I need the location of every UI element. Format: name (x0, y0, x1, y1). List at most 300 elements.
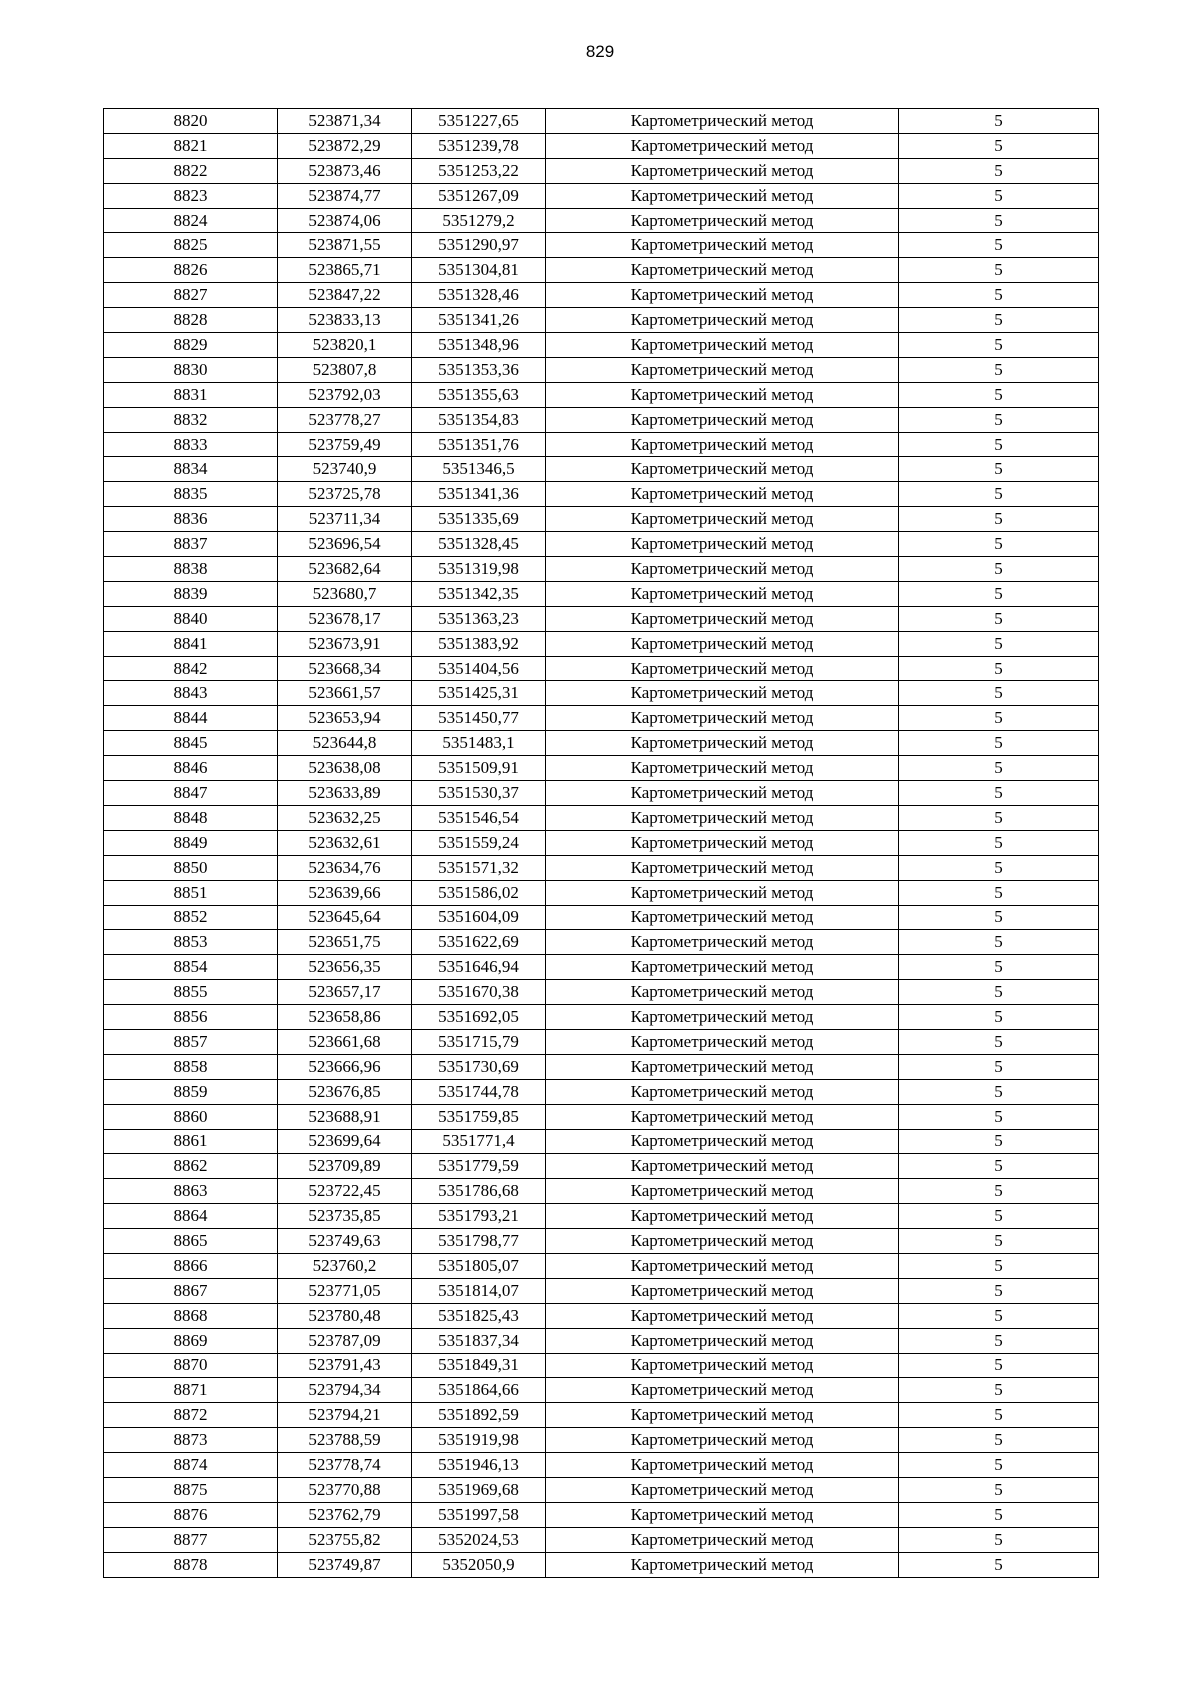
point-number-cell: 8824 (104, 208, 278, 233)
accuracy-cell: 5 (899, 1253, 1099, 1278)
table-row (104, 1005, 1099, 1030)
x-coordinate-cell: 523749,63 (278, 1229, 412, 1254)
y-coordinate-cell: 5351919,98 (412, 1428, 546, 1453)
table-row (104, 158, 1099, 183)
table-row (104, 980, 1099, 1005)
point-number-cell: 8852 (104, 905, 278, 930)
y-coordinate-cell: 5351969,68 (412, 1477, 546, 1502)
x-coordinate-cell: 523778,74 (278, 1453, 412, 1478)
y-coordinate-cell: 5351692,05 (412, 1005, 546, 1030)
accuracy-cell: 5 (899, 731, 1099, 756)
table-row (104, 855, 1099, 880)
accuracy-cell: 5 (899, 183, 1099, 208)
table-row (104, 308, 1099, 333)
table-row (104, 407, 1099, 432)
accuracy-cell: 5 (899, 1477, 1099, 1502)
table-row (104, 781, 1099, 806)
y-coordinate-cell: 5351604,09 (412, 905, 546, 930)
accuracy-cell: 5 (899, 1527, 1099, 1552)
y-coordinate-cell: 5351586,02 (412, 880, 546, 905)
x-coordinate-cell: 523871,34 (278, 109, 412, 134)
accuracy-cell: 5 (899, 905, 1099, 930)
x-coordinate-cell: 523658,86 (278, 1005, 412, 1030)
y-coordinate-cell: 5351354,83 (412, 407, 546, 432)
method-cell: Картометрический метод (546, 283, 899, 308)
x-coordinate-cell: 523680,7 (278, 581, 412, 606)
x-coordinate-cell: 523778,27 (278, 407, 412, 432)
point-number-cell: 8857 (104, 1029, 278, 1054)
table-row (104, 731, 1099, 756)
x-coordinate-cell: 523638,08 (278, 756, 412, 781)
point-number-cell: 8875 (104, 1477, 278, 1502)
method-cell: Картометрический метод (546, 258, 899, 283)
x-coordinate-cell: 523792,03 (278, 382, 412, 407)
method-cell: Картометрический метод (546, 183, 899, 208)
accuracy-cell: 5 (899, 432, 1099, 457)
method-cell: Картометрический метод (546, 631, 899, 656)
accuracy-cell: 5 (899, 457, 1099, 482)
method-cell: Картометрический метод (546, 1477, 899, 1502)
x-coordinate-cell: 523709,89 (278, 1154, 412, 1179)
coordinates-table-body (104, 109, 1099, 1578)
y-coordinate-cell: 5351670,38 (412, 980, 546, 1005)
y-coordinate-cell: 5351793,21 (412, 1204, 546, 1229)
accuracy-cell: 5 (899, 1303, 1099, 1328)
method-cell: Картометрический метод (546, 955, 899, 980)
y-coordinate-cell: 5351341,36 (412, 482, 546, 507)
accuracy-cell: 5 (899, 1278, 1099, 1303)
y-coordinate-cell: 5351798,77 (412, 1229, 546, 1254)
point-number-cell: 8853 (104, 930, 278, 955)
point-number-cell: 8854 (104, 955, 278, 980)
x-coordinate-cell: 523661,57 (278, 681, 412, 706)
method-cell: Картометрический метод (546, 407, 899, 432)
x-coordinate-cell: 523644,8 (278, 731, 412, 756)
y-coordinate-cell: 5351646,94 (412, 955, 546, 980)
y-coordinate-cell: 5351715,79 (412, 1029, 546, 1054)
y-coordinate-cell: 5351425,31 (412, 681, 546, 706)
accuracy-cell: 5 (899, 1453, 1099, 1478)
point-number-cell: 8878 (104, 1552, 278, 1577)
accuracy-cell: 5 (899, 756, 1099, 781)
accuracy-cell: 5 (899, 1378, 1099, 1403)
y-coordinate-cell: 5351346,5 (412, 457, 546, 482)
accuracy-cell: 5 (899, 208, 1099, 233)
method-cell: Картометрический метод (546, 731, 899, 756)
method-cell: Картометрический метод (546, 1129, 899, 1154)
x-coordinate-cell: 523725,78 (278, 482, 412, 507)
method-cell: Картометрический метод (546, 1453, 899, 1478)
y-coordinate-cell: 5351341,26 (412, 308, 546, 333)
method-cell: Картометрический метод (546, 1253, 899, 1278)
accuracy-cell: 5 (899, 482, 1099, 507)
y-coordinate-cell: 5351825,43 (412, 1303, 546, 1328)
table-row (104, 233, 1099, 258)
point-number-cell: 8828 (104, 308, 278, 333)
point-number-cell: 8839 (104, 581, 278, 606)
point-number-cell: 8823 (104, 183, 278, 208)
x-coordinate-cell: 523634,76 (278, 855, 412, 880)
point-number-cell: 8833 (104, 432, 278, 457)
method-cell: Картометрический метод (546, 581, 899, 606)
method-cell: Картометрический метод (546, 781, 899, 806)
y-coordinate-cell: 5351319,98 (412, 557, 546, 582)
method-cell: Картометрический метод (546, 1029, 899, 1054)
table-row (104, 1378, 1099, 1403)
method-cell: Картометрический метод (546, 1054, 899, 1079)
accuracy-cell: 5 (899, 1204, 1099, 1229)
y-coordinate-cell: 5351946,13 (412, 1453, 546, 1478)
table-row (104, 507, 1099, 532)
table-row (104, 1179, 1099, 1204)
x-coordinate-cell: 523722,45 (278, 1179, 412, 1204)
method-cell: Картометрический метод (546, 930, 899, 955)
accuracy-cell: 5 (899, 606, 1099, 631)
y-coordinate-cell: 5351771,4 (412, 1129, 546, 1154)
method-cell: Картометрический метод (546, 681, 899, 706)
accuracy-cell: 5 (899, 805, 1099, 830)
method-cell: Картометрический метод (546, 980, 899, 1005)
point-number-cell: 8874 (104, 1453, 278, 1478)
table-row (104, 258, 1099, 283)
x-coordinate-cell: 523872,29 (278, 133, 412, 158)
table-row (104, 606, 1099, 631)
accuracy-cell: 5 (899, 681, 1099, 706)
method-cell: Картометрический метод (546, 208, 899, 233)
x-coordinate-cell: 523661,68 (278, 1029, 412, 1054)
table-row (104, 1253, 1099, 1278)
point-number-cell: 8873 (104, 1428, 278, 1453)
table-row (104, 432, 1099, 457)
method-cell: Картометрический метод (546, 1353, 899, 1378)
method-cell: Картометрический метод (546, 880, 899, 905)
accuracy-cell: 5 (899, 631, 1099, 656)
x-coordinate-cell: 523794,21 (278, 1403, 412, 1428)
x-coordinate-cell: 523771,05 (278, 1278, 412, 1303)
table-row (104, 1502, 1099, 1527)
x-coordinate-cell: 523639,66 (278, 880, 412, 905)
y-coordinate-cell: 5351227,65 (412, 109, 546, 134)
point-number-cell: 8867 (104, 1278, 278, 1303)
accuracy-cell: 5 (899, 930, 1099, 955)
x-coordinate-cell: 523678,17 (278, 606, 412, 631)
method-cell: Картометрический метод (546, 1154, 899, 1179)
method-cell: Картометрический метод (546, 133, 899, 158)
y-coordinate-cell: 5351559,24 (412, 830, 546, 855)
point-number-cell: 8865 (104, 1229, 278, 1254)
table-row (104, 1204, 1099, 1229)
accuracy-cell: 5 (899, 407, 1099, 432)
point-number-cell: 8868 (104, 1303, 278, 1328)
point-number-cell: 8848 (104, 805, 278, 830)
table-row (104, 1527, 1099, 1552)
table-row (104, 656, 1099, 681)
point-number-cell: 8871 (104, 1378, 278, 1403)
accuracy-cell: 5 (899, 1179, 1099, 1204)
method-cell: Картометрический метод (546, 830, 899, 855)
table-row (104, 482, 1099, 507)
point-number-cell: 8832 (104, 407, 278, 432)
table-row (104, 1278, 1099, 1303)
method-cell: Картометрический метод (546, 1278, 899, 1303)
accuracy-cell: 5 (899, 258, 1099, 283)
accuracy-cell: 5 (899, 133, 1099, 158)
x-coordinate-cell: 523711,34 (278, 507, 412, 532)
accuracy-cell: 5 (899, 382, 1099, 407)
point-number-cell: 8827 (104, 283, 278, 308)
y-coordinate-cell: 5351622,69 (412, 930, 546, 955)
method-cell: Картометрический метод (546, 357, 899, 382)
y-coordinate-cell: 5351383,92 (412, 631, 546, 656)
method-cell: Картометрический метод (546, 233, 899, 258)
table-row (104, 1104, 1099, 1129)
table-row (104, 581, 1099, 606)
y-coordinate-cell: 5351509,91 (412, 756, 546, 781)
x-coordinate-cell: 523760,2 (278, 1253, 412, 1278)
point-number-cell: 8838 (104, 557, 278, 582)
method-cell: Картометрический метод (546, 805, 899, 830)
y-coordinate-cell: 5351786,68 (412, 1179, 546, 1204)
accuracy-cell: 5 (899, 357, 1099, 382)
table-row (104, 382, 1099, 407)
accuracy-cell: 5 (899, 1502, 1099, 1527)
point-number-cell: 8862 (104, 1154, 278, 1179)
table-row (104, 930, 1099, 955)
table-row (104, 1353, 1099, 1378)
accuracy-cell: 5 (899, 830, 1099, 855)
point-number-cell: 8830 (104, 357, 278, 382)
point-number-cell: 8870 (104, 1353, 278, 1378)
x-coordinate-cell: 523645,64 (278, 905, 412, 930)
table-row (104, 1079, 1099, 1104)
method-cell: Картометрический метод (546, 507, 899, 532)
x-coordinate-cell: 523847,22 (278, 283, 412, 308)
y-coordinate-cell: 5351253,22 (412, 158, 546, 183)
method-cell: Картометрический метод (546, 457, 899, 482)
y-coordinate-cell: 5351744,78 (412, 1079, 546, 1104)
x-coordinate-cell: 523871,55 (278, 233, 412, 258)
accuracy-cell: 5 (899, 1428, 1099, 1453)
table-row (104, 1453, 1099, 1478)
table-row (104, 1477, 1099, 1502)
y-coordinate-cell: 5351328,45 (412, 532, 546, 557)
point-number-cell: 8876 (104, 1502, 278, 1527)
table-row (104, 805, 1099, 830)
point-number-cell: 8866 (104, 1253, 278, 1278)
method-cell: Картометрический метод (546, 1428, 899, 1453)
method-cell: Картометрический метод (546, 532, 899, 557)
accuracy-cell: 5 (899, 781, 1099, 806)
x-coordinate-cell: 523668,34 (278, 656, 412, 681)
y-coordinate-cell: 5351450,77 (412, 706, 546, 731)
table-row (104, 955, 1099, 980)
method-cell: Картометрический метод (546, 1204, 899, 1229)
method-cell: Картометрический метод (546, 482, 899, 507)
x-coordinate-cell: 523791,43 (278, 1353, 412, 1378)
table-row (104, 557, 1099, 582)
point-number-cell: 8877 (104, 1527, 278, 1552)
accuracy-cell: 5 (899, 1552, 1099, 1577)
table-row (104, 706, 1099, 731)
x-coordinate-cell: 523833,13 (278, 308, 412, 333)
point-number-cell: 8842 (104, 656, 278, 681)
point-number-cell: 8869 (104, 1328, 278, 1353)
x-coordinate-cell: 523676,85 (278, 1079, 412, 1104)
x-coordinate-cell: 523633,89 (278, 781, 412, 806)
x-coordinate-cell: 523755,82 (278, 1527, 412, 1552)
point-number-cell: 8851 (104, 880, 278, 905)
method-cell: Картометрический метод (546, 308, 899, 333)
y-coordinate-cell: 5351805,07 (412, 1253, 546, 1278)
point-number-cell: 8840 (104, 606, 278, 631)
table-row (104, 1154, 1099, 1179)
method-cell: Картометрический метод (546, 1552, 899, 1577)
y-coordinate-cell: 5351279,2 (412, 208, 546, 233)
x-coordinate-cell: 523788,59 (278, 1428, 412, 1453)
point-number-cell: 8826 (104, 258, 278, 283)
table-row (104, 1552, 1099, 1577)
point-number-cell: 8850 (104, 855, 278, 880)
y-coordinate-cell: 5351530,37 (412, 781, 546, 806)
y-coordinate-cell: 5351290,97 (412, 233, 546, 258)
x-coordinate-cell: 523780,48 (278, 1303, 412, 1328)
accuracy-cell: 5 (899, 855, 1099, 880)
point-number-cell: 8847 (104, 781, 278, 806)
y-coordinate-cell: 5351342,35 (412, 581, 546, 606)
accuracy-cell: 5 (899, 1403, 1099, 1428)
point-number-cell: 8858 (104, 1054, 278, 1079)
table-row (104, 1328, 1099, 1353)
x-coordinate-cell: 523865,71 (278, 258, 412, 283)
x-coordinate-cell: 523656,35 (278, 955, 412, 980)
y-coordinate-cell: 5351864,66 (412, 1378, 546, 1403)
y-coordinate-cell: 5351892,59 (412, 1403, 546, 1428)
method-cell: Картометрический метод (546, 1378, 899, 1403)
point-number-cell: 8855 (104, 980, 278, 1005)
accuracy-cell: 5 (899, 1129, 1099, 1154)
point-number-cell: 8859 (104, 1079, 278, 1104)
x-coordinate-cell: 523673,91 (278, 631, 412, 656)
coordinates-table (103, 108, 1099, 1578)
y-coordinate-cell: 5351759,85 (412, 1104, 546, 1129)
method-cell: Картометрический метод (546, 1502, 899, 1527)
y-coordinate-cell: 5351355,63 (412, 382, 546, 407)
table-row (104, 457, 1099, 482)
accuracy-cell: 5 (899, 955, 1099, 980)
x-coordinate-cell: 523762,79 (278, 1502, 412, 1527)
y-coordinate-cell: 5352050,9 (412, 1552, 546, 1577)
point-number-cell: 8860 (104, 1104, 278, 1129)
y-coordinate-cell: 5351267,09 (412, 183, 546, 208)
table-row (104, 880, 1099, 905)
method-cell: Картометрический метод (546, 1229, 899, 1254)
point-number-cell: 8829 (104, 333, 278, 358)
point-number-cell: 8820 (104, 109, 278, 134)
method-cell: Картометрический метод (546, 333, 899, 358)
accuracy-cell: 5 (899, 1054, 1099, 1079)
table-row (104, 1428, 1099, 1453)
method-cell: Картометрический метод (546, 382, 899, 407)
x-coordinate-cell: 523759,49 (278, 432, 412, 457)
table-row (104, 1029, 1099, 1054)
accuracy-cell: 5 (899, 980, 1099, 1005)
table-row (104, 109, 1099, 134)
x-coordinate-cell: 523682,64 (278, 557, 412, 582)
method-cell: Картометрический метод (546, 1403, 899, 1428)
x-coordinate-cell: 523787,09 (278, 1328, 412, 1353)
table-row (104, 1229, 1099, 1254)
y-coordinate-cell: 5351849,31 (412, 1353, 546, 1378)
point-number-cell: 8863 (104, 1179, 278, 1204)
point-number-cell: 8822 (104, 158, 278, 183)
y-coordinate-cell: 5352024,53 (412, 1527, 546, 1552)
table-row (104, 1403, 1099, 1428)
method-cell: Картометрический метод (546, 432, 899, 457)
accuracy-cell: 5 (899, 507, 1099, 532)
point-number-cell: 8849 (104, 830, 278, 855)
point-number-cell: 8872 (104, 1403, 278, 1428)
accuracy-cell: 5 (899, 1154, 1099, 1179)
table-row (104, 905, 1099, 930)
table-row (104, 333, 1099, 358)
x-coordinate-cell: 523657,17 (278, 980, 412, 1005)
accuracy-cell: 5 (899, 158, 1099, 183)
method-cell: Картометрический метод (546, 606, 899, 631)
point-number-cell: 8836 (104, 507, 278, 532)
table-row (104, 1129, 1099, 1154)
accuracy-cell: 5 (899, 283, 1099, 308)
y-coordinate-cell: 5351546,54 (412, 805, 546, 830)
y-coordinate-cell: 5351837,34 (412, 1328, 546, 1353)
point-number-cell: 8864 (104, 1204, 278, 1229)
table-row (104, 681, 1099, 706)
method-cell: Картометрический метод (546, 656, 899, 681)
x-coordinate-cell: 523807,8 (278, 357, 412, 382)
x-coordinate-cell: 523740,9 (278, 457, 412, 482)
point-number-cell: 8821 (104, 133, 278, 158)
accuracy-cell: 5 (899, 333, 1099, 358)
x-coordinate-cell: 523735,85 (278, 1204, 412, 1229)
point-number-cell: 8846 (104, 756, 278, 781)
method-cell: Картометрический метод (546, 1303, 899, 1328)
y-coordinate-cell: 5351328,46 (412, 283, 546, 308)
accuracy-cell: 5 (899, 880, 1099, 905)
point-number-cell: 8845 (104, 731, 278, 756)
table-row (104, 283, 1099, 308)
point-number-cell: 8837 (104, 532, 278, 557)
x-coordinate-cell: 523820,1 (278, 333, 412, 358)
point-number-cell: 8834 (104, 457, 278, 482)
accuracy-cell: 5 (899, 308, 1099, 333)
accuracy-cell: 5 (899, 557, 1099, 582)
x-coordinate-cell: 523749,87 (278, 1552, 412, 1577)
method-cell: Картометрический метод (546, 109, 899, 134)
method-cell: Картометрический метод (546, 855, 899, 880)
table-row (104, 830, 1099, 855)
point-number-cell: 8831 (104, 382, 278, 407)
point-number-cell: 8841 (104, 631, 278, 656)
y-coordinate-cell: 5351997,58 (412, 1502, 546, 1527)
x-coordinate-cell: 523666,96 (278, 1054, 412, 1079)
y-coordinate-cell: 5351335,69 (412, 507, 546, 532)
accuracy-cell: 5 (899, 1104, 1099, 1129)
table-row (104, 631, 1099, 656)
x-coordinate-cell: 523696,54 (278, 532, 412, 557)
page-number: 829 (585, 42, 615, 61)
y-coordinate-cell: 5351239,78 (412, 133, 546, 158)
point-number-cell: 8844 (104, 706, 278, 731)
accuracy-cell: 5 (899, 656, 1099, 681)
